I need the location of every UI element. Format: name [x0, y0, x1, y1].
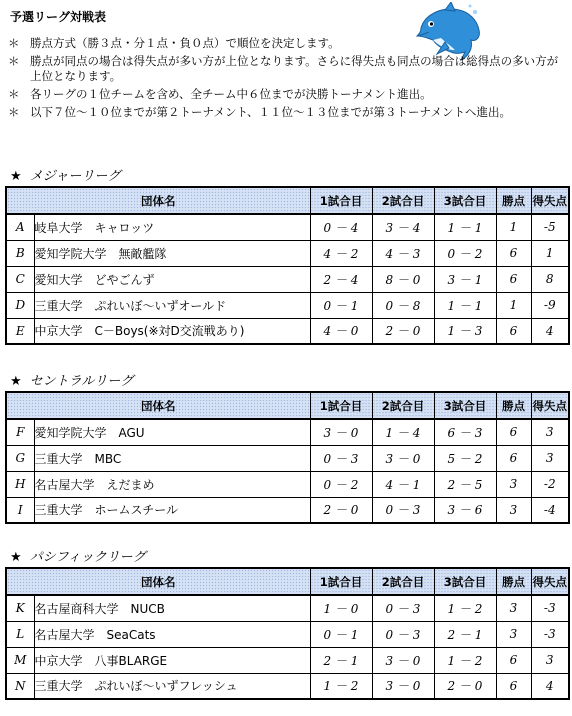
col-header-game1: 1試合目 — [310, 392, 372, 419]
table-header-row — [6, 392, 569, 419]
points: 6 — [496, 647, 531, 673]
goal-diff: 3 — [531, 445, 569, 471]
col-header-points: 勝点 — [496, 392, 531, 419]
points: 6 — [496, 419, 531, 445]
team-name: 名古屋大学 SeaCats — [34, 621, 310, 647]
rule-text: 以下７位～１０位までが第２トーナメント、１１位～１３位までが第３トーナメントへ進出。 — [30, 105, 512, 119]
game1-score: 4 － 0 — [310, 318, 372, 344]
team-name: 愛知学院大学 無敵艦隊 — [34, 240, 310, 266]
bullet: ＊ — [8, 54, 20, 68]
table-row — [6, 673, 569, 699]
star-icon: ★ — [10, 374, 22, 389]
table-row — [6, 240, 569, 266]
game3-score: 6 － 3 — [434, 419, 496, 445]
league-table-central — [5, 391, 570, 524]
game3-score: 1 － 2 — [434, 595, 496, 621]
game2-score: 3 － 0 — [372, 445, 434, 471]
game3-score: 2 － 0 — [434, 673, 496, 699]
team-key: D — [6, 292, 34, 318]
table-row — [6, 647, 569, 673]
game2-score: 3 － 0 — [372, 647, 434, 673]
points: 3 — [496, 595, 531, 621]
game2-score: 1 － 4 — [372, 419, 434, 445]
team-name: 名古屋商科大学 NUCB — [34, 595, 310, 621]
goal-diff: -5 — [531, 214, 569, 240]
rule-text: 勝点が同点の場合は得失点が多い方が上位となります。さらに得失点も同点の場合は総得点の多い方が上位となります。 — [30, 54, 559, 83]
game3-score: 3 － 6 — [434, 497, 496, 523]
col-header-team: 団体名 — [6, 187, 310, 214]
bullet: ＊ — [8, 36, 20, 50]
col-header-team: 団体名 — [6, 392, 310, 419]
table-row — [6, 595, 569, 621]
team-name: 三重大学 MBC — [34, 445, 310, 471]
game3-score: 1 － 1 — [434, 292, 496, 318]
game3-score: 3 － 1 — [434, 266, 496, 292]
col-header-game3: 3試合目 — [434, 187, 496, 214]
col-header-game1: 1試合目 — [310, 187, 372, 214]
game3-score: 0 － 2 — [434, 240, 496, 266]
game1-score: 2 － 1 — [310, 647, 372, 673]
game2-score: 3 － 0 — [372, 673, 434, 699]
table-row — [6, 419, 569, 445]
goal-diff: -4 — [531, 497, 569, 523]
rules-notes — [6, 36, 566, 123]
game1-score: 3 － 0 — [310, 419, 372, 445]
team-name: 三重大学 ホームスチール — [34, 497, 310, 523]
team-name: 中京大学 C－Boys(※対D交流戦あり) — [34, 318, 310, 344]
rule-note — [6, 36, 566, 51]
rule-text: 各リーグの１位チームを含め、全チーム中６位までが決勝トーナメント進出。 — [30, 87, 432, 101]
goal-diff: -9 — [531, 292, 569, 318]
points: 3 — [496, 621, 531, 647]
table-row — [6, 318, 569, 344]
game1-score: 1 － 2 — [310, 673, 372, 699]
team-key: I — [6, 497, 34, 523]
points: 6 — [496, 318, 531, 344]
goal-diff: 8 — [531, 266, 569, 292]
game1-score: 4 － 2 — [310, 240, 372, 266]
col-header-points: 勝点 — [496, 568, 531, 595]
col-header-game2: 2試合目 — [372, 568, 434, 595]
league-title-major — [10, 165, 120, 184]
game2-score: 4 － 3 — [372, 240, 434, 266]
team-key: F — [6, 419, 34, 445]
team-name: 名古屋大学 えだまめ — [34, 471, 310, 497]
game2-score: 8 － 0 — [372, 266, 434, 292]
table-row — [6, 266, 569, 292]
col-header-diff: 得失点 — [531, 392, 569, 419]
bullet: ＊ — [8, 87, 20, 101]
game1-score: 0 － 4 — [310, 214, 372, 240]
table-row — [6, 497, 569, 523]
game3-score: 2 － 5 — [434, 471, 496, 497]
points: 6 — [496, 240, 531, 266]
goal-diff: 3 — [531, 647, 569, 673]
game2-score: 0 － 3 — [372, 497, 434, 523]
team-key: E — [6, 318, 34, 344]
league-table-pacific — [5, 567, 570, 700]
game2-score: 3 － 4 — [372, 214, 434, 240]
game1-score: 0 － 2 — [310, 471, 372, 497]
game1-score: 0 － 3 — [310, 445, 372, 471]
league-title-pacific — [10, 546, 146, 565]
table-header-row — [6, 568, 569, 595]
game1-score: 1 － 0 — [310, 595, 372, 621]
points: 3 — [496, 497, 531, 523]
rule-note — [6, 105, 566, 120]
rule-text: 勝点方式（勝３点・分１点・負０点）で順位を決定します。 — [30, 36, 340, 50]
team-key: M — [6, 647, 34, 673]
goal-diff: -3 — [531, 595, 569, 621]
league-table-major — [5, 186, 570, 345]
table-row — [6, 292, 569, 318]
col-header-diff: 得失点 — [531, 568, 569, 595]
game2-score: 0 － 8 — [372, 292, 434, 318]
points: 1 — [496, 292, 531, 318]
table-row — [6, 445, 569, 471]
col-header-team: 団体名 — [6, 568, 310, 595]
star-icon: ★ — [10, 169, 22, 184]
goal-diff: 4 — [531, 318, 569, 344]
goal-diff: 1 — [531, 240, 569, 266]
game3-score: 1 － 3 — [434, 318, 496, 344]
bullet: ＊ — [8, 105, 20, 119]
col-header-points: 勝点 — [496, 187, 531, 214]
team-name: 三重大学 ぷれいぼ～いずフレッシュ — [34, 673, 310, 699]
team-key: G — [6, 445, 34, 471]
page-title: 予選リーグ対戦表 — [10, 10, 107, 24]
team-name: 三重大学 ぷれいぼ～いずオールド — [34, 292, 310, 318]
game1-score: 0 － 1 — [310, 621, 372, 647]
game3-score: 1 － 1 — [434, 214, 496, 240]
col-header-game2: 2試合目 — [372, 187, 434, 214]
game2-score: 0 － 3 — [372, 621, 434, 647]
rule-note — [6, 54, 566, 84]
table-header-row — [6, 187, 569, 214]
game1-score: 2 － 4 — [310, 266, 372, 292]
col-header-game2: 2試合目 — [372, 392, 434, 419]
goal-diff: -3 — [531, 621, 569, 647]
col-header-diff: 得失点 — [531, 187, 569, 214]
game1-score: 2 － 0 — [310, 497, 372, 523]
table-row — [6, 214, 569, 240]
team-name: 愛知学院大学 AGU — [34, 419, 310, 445]
game2-score: 4 － 1 — [372, 471, 434, 497]
table-row — [6, 621, 569, 647]
team-key: N — [6, 673, 34, 699]
team-key: B — [6, 240, 34, 266]
points: 1 — [496, 214, 531, 240]
goal-diff: 3 — [531, 419, 569, 445]
team-key: H — [6, 471, 34, 497]
team-key: A — [6, 214, 34, 240]
game2-score: 2 － 0 — [372, 318, 434, 344]
league-name: セントラルリーグ — [29, 374, 134, 389]
team-key: L — [6, 621, 34, 647]
points: 3 — [496, 471, 531, 497]
team-key: K — [6, 595, 34, 621]
col-header-game3: 3試合目 — [434, 392, 496, 419]
game1-score: 0 － 1 — [310, 292, 372, 318]
game3-score: 5 － 2 — [434, 445, 496, 471]
league-name: メジャーリーグ — [29, 169, 121, 184]
team-key: C — [6, 266, 34, 292]
team-name: 愛知大学 どやごんず — [34, 266, 310, 292]
table-row — [6, 471, 569, 497]
col-header-game1: 1試合目 — [310, 568, 372, 595]
team-name: 岐阜大学 キャロッツ — [34, 214, 310, 240]
goal-diff: 4 — [531, 673, 569, 699]
league-title-central — [10, 370, 133, 389]
game3-score: 1 － 2 — [434, 647, 496, 673]
col-header-game3: 3試合目 — [434, 568, 496, 595]
game3-score: 2 － 1 — [434, 621, 496, 647]
league-name: パシフィックリーグ — [29, 550, 146, 565]
points: 6 — [496, 445, 531, 471]
game2-score: 0 － 3 — [372, 595, 434, 621]
points: 6 — [496, 673, 531, 699]
points: 6 — [496, 266, 531, 292]
star-icon: ★ — [10, 550, 22, 565]
team-name: 中京大学 八事BLARGE — [34, 647, 310, 673]
goal-diff: -2 — [531, 471, 569, 497]
rule-note — [6, 87, 566, 102]
